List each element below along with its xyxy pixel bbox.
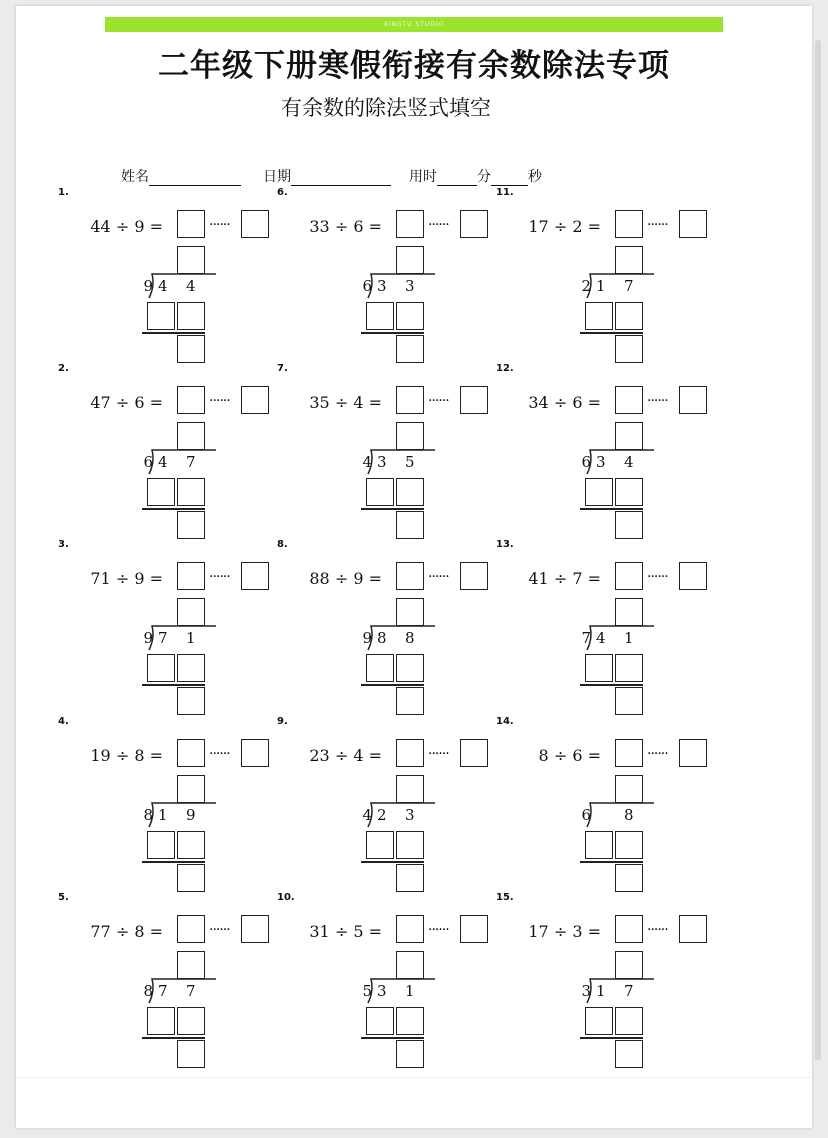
date-field (263, 166, 391, 186)
subtraction-line (361, 508, 424, 510)
long-division-divisor: 8 (143, 806, 153, 824)
product-ones-box[interactable] (177, 831, 205, 859)
remainder-box[interactable] (615, 511, 643, 539)
divide-sign: ÷ (553, 217, 568, 236)
problem-number: 6. (277, 187, 288, 198)
dividend-digit-ones: 1 (624, 629, 634, 647)
remainder-answer-box[interactable] (679, 386, 707, 414)
quotient-answer-box[interactable] (177, 739, 205, 767)
subtraction-line (361, 684, 424, 686)
divide-sign: ÷ (115, 217, 130, 236)
subtraction-line (361, 1037, 424, 1039)
dividend-digit-ones: 1 (405, 982, 415, 1000)
dividend: 44 (90, 217, 111, 236)
quotient-answer-box[interactable] (177, 210, 205, 238)
product-tens-box[interactable] (366, 654, 394, 682)
equals-sign: = (368, 393, 382, 412)
equation (496, 922, 601, 941)
equals-sign: = (368, 217, 382, 236)
long-division-divisor: 3 (581, 982, 591, 1000)
remainder-box[interactable] (177, 1040, 205, 1068)
quotient-box[interactable] (615, 775, 643, 803)
equation (277, 217, 382, 236)
remainder-box[interactable] (396, 1040, 424, 1068)
dividend-digit-ones: 7 (186, 982, 196, 1000)
divide-sign: ÷ (115, 746, 130, 765)
quotient-box[interactable] (615, 246, 643, 274)
remainder-box[interactable] (177, 864, 205, 892)
product-tens-box[interactable] (366, 478, 394, 506)
divisor: 2 (572, 217, 583, 236)
time-label: 用时 (409, 169, 437, 185)
long-division-divisor: 6 (581, 453, 591, 471)
remainder-dots: ······ (647, 922, 668, 938)
page-bottom-rule (16, 1077, 812, 1078)
dividend-digit-tens: 7 (158, 629, 168, 647)
remainder-dots: ······ (647, 393, 668, 409)
problem-3 (58, 539, 258, 714)
problem-number: 11. (496, 187, 514, 198)
quotient-answer-box[interactable] (177, 386, 205, 414)
divide-sign: ÷ (553, 746, 568, 765)
product-ones-box[interactable] (615, 831, 643, 859)
subtraction-line (580, 508, 643, 510)
product-ones-box[interactable] (177, 654, 205, 682)
quotient-answer-box[interactable] (615, 210, 643, 238)
dividend: 71 (90, 569, 111, 588)
quotient-box[interactable] (396, 246, 424, 274)
remainder-dots: ······ (209, 393, 230, 409)
page-title: 二年级下册寒假衔接有余数除法专项 (158, 48, 670, 84)
long-division-divisor: 9 (143, 629, 153, 647)
problem-number: 12. (496, 363, 514, 374)
product-ones-box[interactable] (615, 1007, 643, 1035)
long-division-divisor: 9 (143, 277, 153, 295)
remainder-dots: ······ (647, 746, 668, 762)
dividend: 35 (309, 393, 330, 412)
remainder-answer-box[interactable] (679, 562, 707, 590)
name-field (121, 166, 241, 186)
quotient-box[interactable] (177, 951, 205, 979)
remainder-dots: ······ (428, 393, 449, 409)
problem-10 (277, 892, 477, 1067)
remainder-dots: ······ (209, 569, 230, 585)
dividend-digit-ones: 3 (405, 277, 415, 295)
page-subtitle: 有余数的除法竖式填空 (281, 96, 491, 120)
dividend-digit-tens: 3 (377, 277, 387, 295)
subtraction-line (361, 861, 424, 863)
subtraction-line (142, 861, 205, 863)
divide-sign: ÷ (334, 746, 349, 765)
divide-sign: ÷ (115, 569, 130, 588)
quotient-box[interactable] (615, 598, 643, 626)
product-tens-box[interactable] (366, 302, 394, 330)
divisor: 4 (353, 393, 364, 412)
problem-2 (58, 363, 258, 538)
problem-number: 1. (58, 187, 69, 198)
remainder-dots: ······ (209, 922, 230, 938)
quotient-box[interactable] (396, 951, 424, 979)
remainder-box[interactable] (396, 335, 424, 363)
remainder-dots: ······ (647, 569, 668, 585)
problem-number: 2. (58, 363, 69, 374)
dividend-digit-tens: 1 (596, 982, 606, 1000)
problem-number: 14. (496, 716, 514, 727)
remainder-answer-box[interactable] (679, 915, 707, 943)
brand-banner: XINGTU STUDIO (105, 17, 723, 32)
product-ones-box[interactable] (396, 654, 424, 682)
divisor: 6 (572, 393, 583, 412)
product-ones-box[interactable] (615, 478, 643, 506)
dividend-digit-tens: 3 (377, 982, 387, 1000)
long-division-divisor: 9 (362, 629, 372, 647)
quotient-answer-box[interactable] (396, 739, 424, 767)
dividend-digit-ones: 7 (624, 982, 634, 1000)
product-tens-box[interactable] (585, 831, 613, 859)
quotient-box[interactable] (177, 775, 205, 803)
long-division-divisor: 2 (581, 277, 591, 295)
equals-sign: = (368, 569, 382, 588)
remainder-answer-box[interactable] (460, 739, 488, 767)
remainder-box[interactable] (615, 864, 643, 892)
dividend-digit-tens: 2 (377, 806, 387, 824)
equation (58, 569, 163, 588)
problem-number: 8. (277, 539, 288, 550)
equation (277, 746, 382, 765)
date-label: 日期 (263, 169, 291, 185)
division-bracket (586, 802, 654, 828)
dividend-digit-tens: 1 (596, 277, 606, 295)
problem-number: 10. (277, 892, 295, 903)
divisor: 9 (134, 217, 145, 236)
divide-sign: ÷ (334, 569, 349, 588)
remainder-answer-box[interactable] (241, 562, 269, 590)
equation (58, 746, 163, 765)
dividend-digit-tens: 4 (158, 277, 168, 295)
dividend-digit-ones: 5 (405, 453, 415, 471)
long-division-divisor: 5 (362, 982, 372, 1000)
product-ones-box[interactable] (177, 1007, 205, 1035)
divide-sign: ÷ (553, 393, 568, 412)
remainder-dots: ······ (428, 746, 449, 762)
second-blank[interactable] (491, 172, 528, 186)
product-tens-box[interactable] (585, 654, 613, 682)
dividend: 33 (309, 217, 330, 236)
name-label: 姓名 (121, 169, 149, 185)
product-ones-box[interactable] (396, 302, 424, 330)
long-division-divisor: 6 (143, 453, 153, 471)
remainder-box[interactable] (396, 511, 424, 539)
long-division-divisor: 6 (362, 277, 372, 295)
dividend: 77 (90, 922, 111, 941)
equation (58, 393, 163, 412)
problem-number: 7. (277, 363, 288, 374)
long-division-divisor: 8 (143, 982, 153, 1000)
dividend-digit-tens: 3 (596, 453, 606, 471)
product-ones-box[interactable] (177, 302, 205, 330)
remainder-answer-box[interactable] (460, 386, 488, 414)
divide-sign: ÷ (553, 569, 568, 588)
dividend-digit-ones: 9 (186, 806, 196, 824)
product-ones-box[interactable] (396, 831, 424, 859)
remainder-dots: ······ (428, 922, 449, 938)
equals-sign: = (149, 393, 163, 412)
problem-5 (58, 892, 258, 1067)
problem-number: 5. (58, 892, 69, 903)
dividend: 23 (309, 746, 330, 765)
dividend-digit-ones: 4 (624, 453, 634, 471)
divisor: 3 (572, 922, 583, 941)
dividend-digit-tens: 4 (158, 453, 168, 471)
problem-number: 9. (277, 716, 288, 727)
dividend-digit-ones: 4 (186, 277, 196, 295)
quotient-answer-box[interactable] (177, 562, 205, 590)
equals-sign: = (587, 217, 601, 236)
problem-number: 3. (58, 539, 69, 550)
product-tens-box[interactable] (147, 1007, 175, 1035)
time-field (409, 166, 542, 186)
quotient-box[interactable] (615, 422, 643, 450)
problem-6 (277, 187, 477, 362)
problem-number: 4. (58, 716, 69, 727)
divide-sign: ÷ (334, 922, 349, 941)
date-blank[interactable] (291, 172, 391, 186)
dividend-digit-ones: 7 (186, 453, 196, 471)
equation (496, 217, 601, 236)
remainder-answer-box[interactable] (241, 386, 269, 414)
divisor: 6 (134, 393, 145, 412)
problem-7 (277, 363, 477, 538)
remainder-dots: ······ (209, 217, 230, 233)
equals-sign: = (149, 569, 163, 588)
quotient-answer-box[interactable] (177, 915, 205, 943)
divide-sign: ÷ (553, 922, 568, 941)
dividend-digit-ones: 7 (624, 277, 634, 295)
equals-sign: = (368, 922, 382, 941)
minute-label: 分 (477, 169, 491, 185)
quotient-box[interactable] (396, 775, 424, 803)
divisor: 6 (572, 746, 583, 765)
problem-15 (496, 892, 696, 1067)
dividend: 88 (309, 569, 330, 588)
product-tens-box[interactable] (147, 654, 175, 682)
product-tens-box[interactable] (585, 302, 613, 330)
subtraction-line (142, 508, 205, 510)
quotient-answer-box[interactable] (615, 386, 643, 414)
dividend-digit-tens: 8 (377, 629, 387, 647)
remainder-answer-box[interactable] (241, 915, 269, 943)
quotient-answer-box[interactable] (615, 562, 643, 590)
divisor: 8 (134, 922, 145, 941)
remainder-box[interactable] (396, 687, 424, 715)
subtraction-line (580, 1037, 643, 1039)
dividend: 8 (538, 746, 549, 765)
remainder-box[interactable] (615, 687, 643, 715)
dividend: 17 (528, 922, 549, 941)
subtraction-line (580, 861, 643, 863)
dividend-digit-tens: 1 (158, 806, 168, 824)
equation (58, 922, 163, 941)
quotient-box[interactable] (396, 422, 424, 450)
quotient-answer-box[interactable] (396, 915, 424, 943)
equation (277, 569, 382, 588)
equals-sign: = (149, 746, 163, 765)
quotient-answer-box[interactable] (396, 562, 424, 590)
remainder-box[interactable] (177, 687, 205, 715)
equation (496, 569, 601, 588)
subtraction-line (142, 684, 205, 686)
divisor: 6 (353, 217, 364, 236)
equals-sign: = (587, 922, 601, 941)
divide-sign: ÷ (334, 393, 349, 412)
dividend: 47 (90, 393, 111, 412)
remainder-answer-box[interactable] (241, 210, 269, 238)
remainder-box[interactable] (396, 864, 424, 892)
remainder-box[interactable] (615, 335, 643, 363)
product-tens-box[interactable] (147, 302, 175, 330)
dividend-digit-tens: 4 (596, 629, 606, 647)
equals-sign: = (149, 217, 163, 236)
dividend: 19 (90, 746, 111, 765)
remainder-answer-box[interactable] (460, 562, 488, 590)
problem-number: 13. (496, 539, 514, 550)
remainder-dots: ······ (647, 217, 668, 233)
problem-12 (496, 363, 696, 538)
remainder-answer-box[interactable] (460, 915, 488, 943)
long-division-divisor: 4 (362, 453, 372, 471)
subtraction-line (142, 332, 205, 334)
dividend: 41 (528, 569, 549, 588)
equals-sign: = (149, 922, 163, 941)
product-ones-box[interactable] (396, 478, 424, 506)
remainder-dots: ······ (428, 569, 449, 585)
divisor: 9 (353, 569, 364, 588)
divide-sign: ÷ (115, 922, 130, 941)
minute-blank[interactable] (437, 172, 477, 186)
problem-number: 15. (496, 892, 514, 903)
remainder-answer-box[interactable] (460, 210, 488, 238)
quotient-answer-box[interactable] (615, 915, 643, 943)
product-tens-box[interactable] (366, 1007, 394, 1035)
divisor: 4 (353, 746, 364, 765)
dividend-digit-ones: 8 (624, 806, 634, 824)
subtraction-line (142, 1037, 205, 1039)
dividend-digit-tens: 3 (377, 453, 387, 471)
remainder-answer-box[interactable] (679, 739, 707, 767)
product-tens-box[interactable] (366, 831, 394, 859)
remainder-answer-box[interactable] (679, 210, 707, 238)
equation (277, 922, 382, 941)
equation (496, 746, 601, 765)
subtraction-line (361, 332, 424, 334)
dividend: 34 (528, 393, 549, 412)
product-tens-box[interactable] (585, 1007, 613, 1035)
bracket-line (587, 803, 654, 827)
dividend-digit-ones: 3 (405, 806, 415, 824)
quotient-box[interactable] (177, 598, 205, 626)
long-division-divisor: 7 (581, 629, 591, 647)
problem-11 (496, 187, 696, 362)
problem-13 (496, 539, 696, 714)
product-tens-box[interactable] (147, 478, 175, 506)
equals-sign: = (587, 569, 601, 588)
product-ones-box[interactable] (396, 1007, 424, 1035)
divisor: 9 (134, 569, 145, 588)
long-division-divisor: 6 (581, 806, 591, 824)
quotient-box[interactable] (396, 598, 424, 626)
remainder-box[interactable] (177, 335, 205, 363)
quotient-answer-box[interactable] (396, 386, 424, 414)
equals-sign: = (587, 746, 601, 765)
problem-14 (496, 716, 696, 891)
quotient-answer-box[interactable] (615, 739, 643, 767)
dividend-digit-ones: 8 (405, 629, 415, 647)
product-ones-box[interactable] (615, 654, 643, 682)
divisor: 8 (134, 746, 145, 765)
quotient-box[interactable] (615, 951, 643, 979)
product-tens-box[interactable] (585, 478, 613, 506)
equation (496, 393, 601, 412)
problem-4 (58, 716, 258, 891)
dividend-digit-tens: 7 (158, 982, 168, 1000)
remainder-box[interactable] (615, 1040, 643, 1068)
divisor: 7 (572, 569, 583, 588)
equals-sign: = (368, 746, 382, 765)
name-blank[interactable] (149, 172, 241, 186)
equals-sign: = (587, 393, 601, 412)
second-label: 秒 (528, 169, 542, 185)
problem-8 (277, 539, 477, 714)
scrollbar[interactable] (815, 40, 821, 1060)
dividend-digit-ones: 1 (186, 629, 196, 647)
equation (277, 393, 382, 412)
divisor: 5 (353, 922, 364, 941)
quotient-box[interactable] (177, 422, 205, 450)
quotient-box[interactable] (177, 246, 205, 274)
divide-sign: ÷ (115, 393, 130, 412)
remainder-dots: ······ (209, 746, 230, 762)
quotient-answer-box[interactable] (396, 210, 424, 238)
product-tens-box[interactable] (147, 831, 175, 859)
product-ones-box[interactable] (177, 478, 205, 506)
problem-9 (277, 716, 477, 891)
remainder-answer-box[interactable] (241, 739, 269, 767)
remainder-box[interactable] (177, 511, 205, 539)
dividend: 17 (528, 217, 549, 236)
long-division-divisor: 4 (362, 806, 372, 824)
subtraction-line (580, 684, 643, 686)
equation (58, 217, 163, 236)
divide-sign: ÷ (334, 217, 349, 236)
product-ones-box[interactable] (615, 302, 643, 330)
subtraction-line (580, 332, 643, 334)
problem-1 (58, 187, 258, 362)
remainder-dots: ······ (428, 217, 449, 233)
dividend: 31 (309, 922, 330, 941)
